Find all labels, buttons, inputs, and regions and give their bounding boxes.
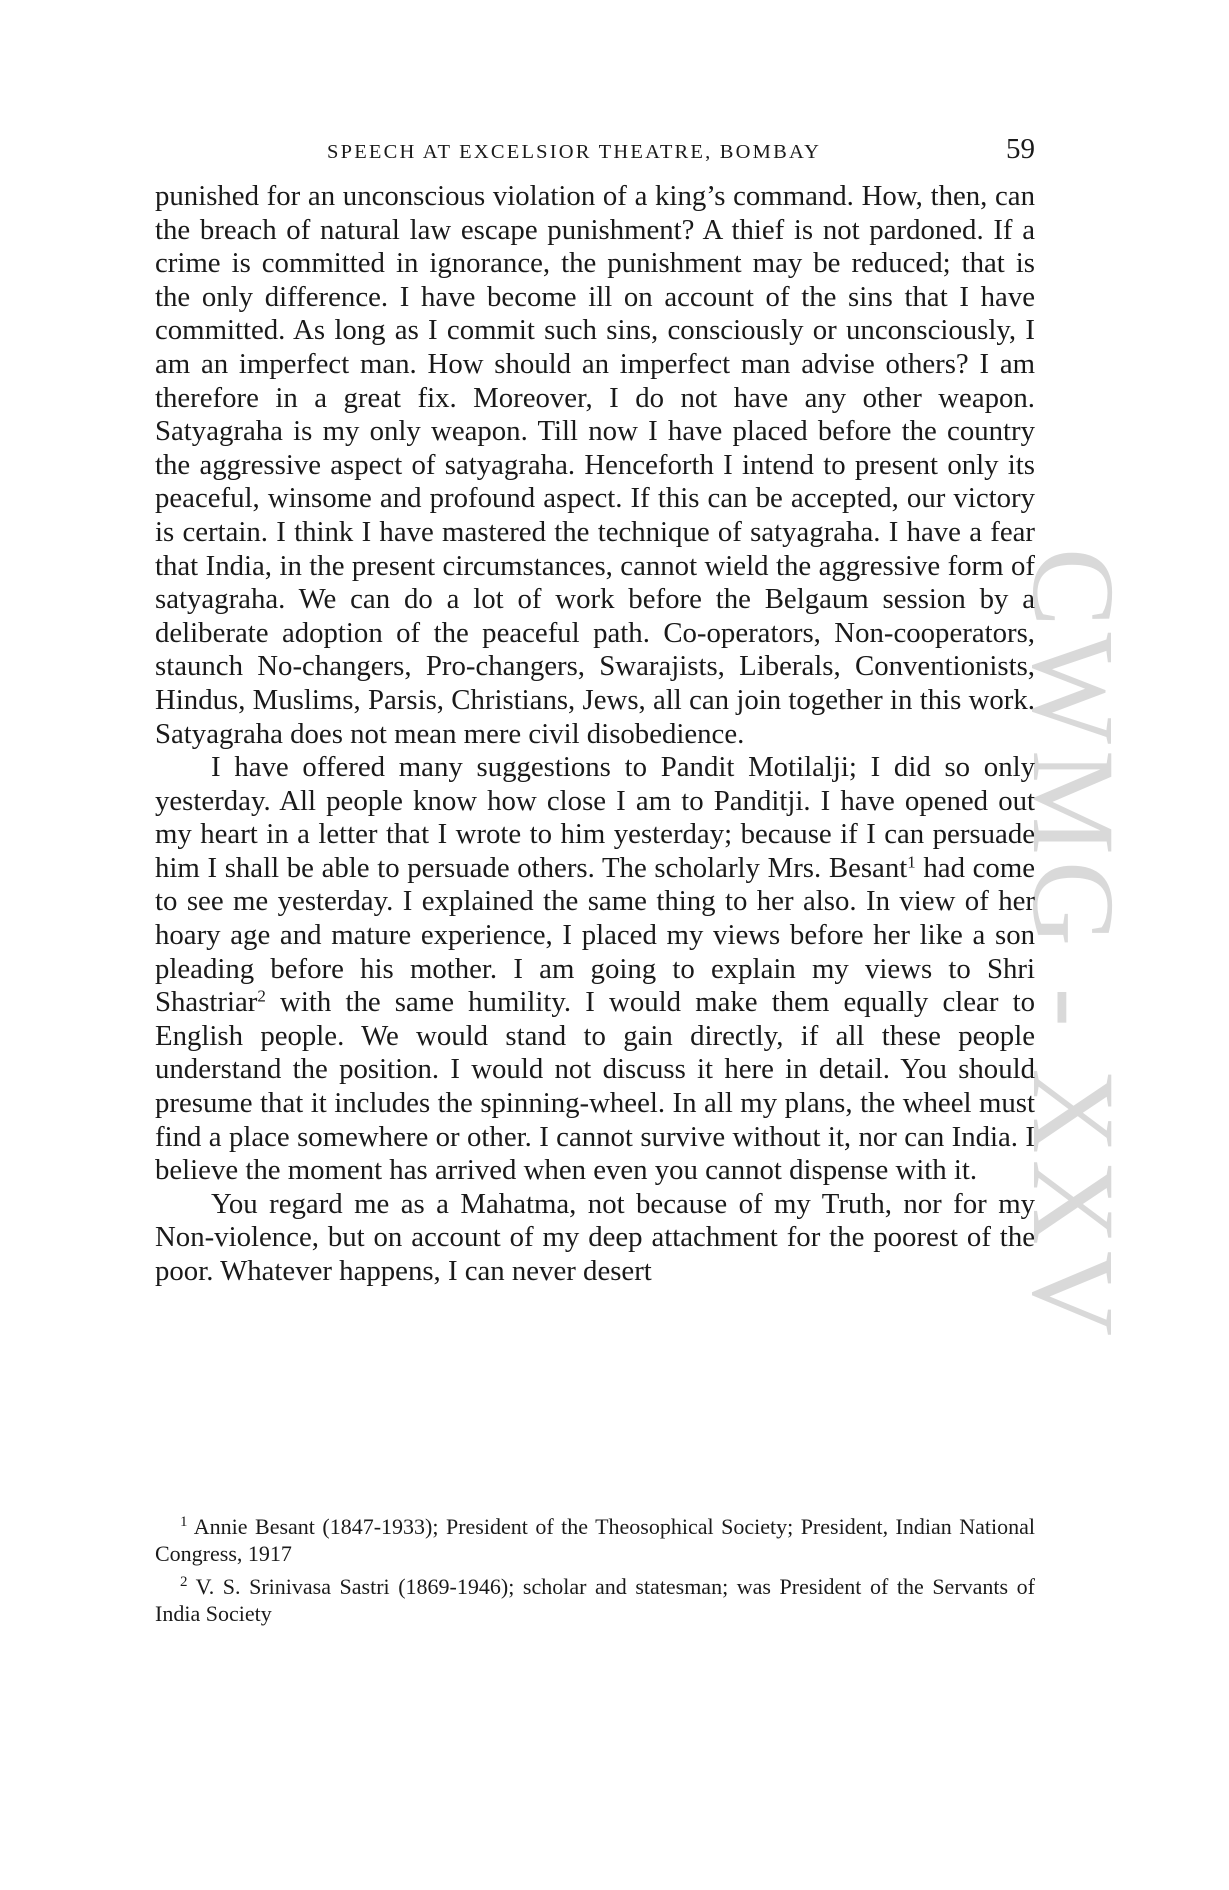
page-number: 59: [1006, 133, 1035, 165]
paragraph-2-part-c: with the same humility. I would make them equally clear to English people. We would stand to gain directly, if all these people understand the position. I would not discuss it here in detail. You should presume that it includes the spinning-wheel. In all my plans, the wheel must find a place somewhere or other. I cannot survive without it, nor can India. I believe the moment has arrived when even you cannot dispense with it.: [155, 986, 1035, 1187]
paragraph-3: You regard me as a Mahatma, not because of my Truth, nor for my Non-violence, but on account of my deep attachment for the poorest of the poor. Whatever happens, I can never desert: [155, 1187, 1035, 1287]
footnote-1-text: Annie Besant (1847-1933); President of the Theosophical Society; President, Indian National Congress, 1917: [155, 1514, 1035, 1566]
page-header: [155, 133, 1035, 173]
footnote-ref-2: 2: [257, 986, 266, 1006]
paragraph-1: punished for an unconscious violation of a king’s command. How, then, can the breach of natural law escape punishment? A thief is not pardoned. If a crime is committed in ignorance, the punishment may be reduced; that is the only difference. I have become ill on account of the sins that I have committed. As long as I commit such sins, consciously or unconsciously, I am an imperfect man. How should an imperfect man advise others? I am therefore in a great fix. Moreover, I do not have any other weapon. Satyagraha is my only weapon. Till now I have placed before the country the aggressive aspect of satyagraha. Henceforth I intend to present only its peaceful, winsome and profound aspect. If this can be accepted, our victory is certain. I think I have mastered the technique of satyagraha. I have a fear that India, in the present circumstances, cannot wield the aggressive form of satyagraha. We can do a lot of work before the Belgaum session by a deliberate adoption of the peaceful path. Co-operators, Non-cooperators, staunch No-changers, Pro-changers, Swarajists, Liberals, Conventionists, Hindus, Muslims, Parsis, Christians, Jews, all can join together in this work. Satyagraha does not mean mere civil disobedience.: [155, 180, 1035, 750]
footnote-2: [155, 1573, 1035, 1627]
paragraph-2-part-b: had come to see me yesterday. I explained the same thing to her also. In view of her hoary age and mature experience, I placed my views before her like a son pleading before his mother. I am going to explain my views to Shri Shastriar: [155, 851, 1036, 1019]
footnotes: [155, 1513, 1035, 1633]
body-text: [155, 180, 1035, 1289]
running-head: SPEECH AT EXCELSIOR THEATRE, BOMBAY: [327, 141, 822, 163]
paragraph-2-part-a: I have offered many suggestions to Pandit Motilalji; I did so only yesterday. All people know how close I am to Panditji. I have opened out my heart in a letter that I wrote to him yesterday; because if I can persuade him I shall be able to persuade others. The scholarly Mrs. Besant: [155, 751, 1035, 884]
paragraph-2: [155, 751, 1035, 1188]
footnote-ref-1: 1: [907, 852, 916, 872]
footnote-2-marker: 2: [180, 1573, 188, 1590]
footnote-1: [155, 1513, 1035, 1567]
footnote-2-text: V. S. Srinivasa Sastri (1869-1946); scholar and statesman; was President of the Servants of India Society: [155, 1574, 1035, 1626]
watermark-text: CWMG - XXV: [1008, 547, 1139, 1343]
footnote-1-marker: 1: [180, 1513, 188, 1530]
